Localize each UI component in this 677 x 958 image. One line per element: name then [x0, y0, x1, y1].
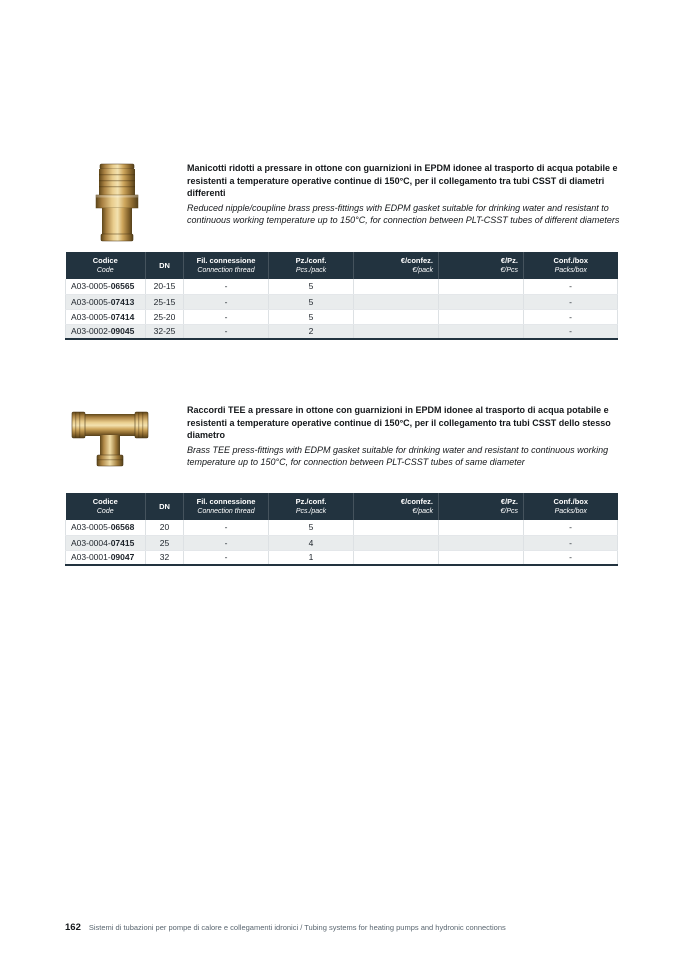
- cell-eur-pcs: [439, 279, 524, 294]
- col-header-thread: Fil. connessione Connection thread: [184, 252, 269, 279]
- cell-dn: 25: [146, 535, 184, 550]
- product-section-reduced-nipple: [0, 162, 677, 342]
- brass-reduced-nipple-icon: [94, 163, 140, 243]
- table-row: [66, 294, 618, 309]
- product-section-tee: [0, 404, 677, 569]
- page-number: 162: [65, 922, 81, 933]
- cell-pcs: 5: [269, 279, 354, 294]
- cell-code: A03-0002-09045: [66, 324, 146, 339]
- cell-eur-pcs: [439, 535, 524, 550]
- product-description-2: [187, 404, 624, 469]
- cell-thread: -: [184, 324, 269, 339]
- table-header-row: [66, 252, 618, 279]
- cell-eur-pack: [354, 535, 439, 550]
- cell-eur-pack: [354, 550, 439, 565]
- col-header-eur-pack: €/confez. €/pack: [354, 252, 439, 279]
- description-english: Reduced nipple/coupline brass press-fittings with EDPM gasket suitable for drinking water and resistant to continuous working temperature up to 150°C, for connection between PLT-CSST tubes of different diameters: [187, 202, 620, 225]
- cell-pcs: 2: [269, 324, 354, 339]
- cell-eur-pcs: [439, 550, 524, 565]
- cell-dn: 32: [146, 550, 184, 565]
- product-table-tee: [65, 493, 618, 566]
- cell-eur-pack: [354, 294, 439, 309]
- col-header-eur-pcs: €/Pz. €/Pcs: [439, 493, 524, 520]
- col-header-packs-box: Conf./box Packs/box: [524, 252, 618, 279]
- cell-pcs: 4: [269, 535, 354, 550]
- col-header-thread: Fil. connessione Connection thread: [184, 493, 269, 520]
- cell-thread: -: [184, 550, 269, 565]
- cell-code: A03-0005-06565: [66, 279, 146, 294]
- description-italian: Manicotti ridotti a pressare in ottone con guarnizioni in EPDM idonee al trasporto di acqua potabile e resistenti a temperature operative continue di 150°C, per il collegamento tra tubi CSST di diametri differenti: [187, 163, 618, 198]
- cell-thread: -: [184, 279, 269, 294]
- table-row: [66, 550, 618, 565]
- table-header-row: [66, 493, 618, 520]
- cell-thread: -: [184, 520, 269, 535]
- cell-code: A03-0004-07415: [66, 535, 146, 550]
- cell-eur-pack: [354, 279, 439, 294]
- cell-code: A03-0005-07414: [66, 309, 146, 324]
- table-row: [66, 520, 618, 535]
- cell-eur-pcs: [439, 309, 524, 324]
- cell-eur-pack: [354, 324, 439, 339]
- cell-box: -: [524, 520, 618, 535]
- table-row: [66, 309, 618, 324]
- col-header-pcs-pack: Pz./conf. Pcs./pack: [269, 252, 354, 279]
- footer-text: Sistemi di tubazioni per pompe di calore e collegamenti idronici / Tubing systems for heating pumps and hydronic connections: [88, 923, 506, 932]
- table-row: [66, 279, 618, 294]
- cell-eur-pack: [354, 520, 439, 535]
- col-header-codice: Codice Code: [66, 493, 146, 520]
- col-header-dn: DN: [146, 252, 184, 279]
- cell-dn: 32-25: [146, 324, 184, 339]
- col-header-dn: DN: [146, 493, 184, 520]
- col-header-packs-box: Conf./box Packs/box: [524, 493, 618, 520]
- cell-box: -: [524, 550, 618, 565]
- cell-dn: 25-15: [146, 294, 184, 309]
- cell-thread: -: [184, 294, 269, 309]
- cell-box: -: [524, 279, 618, 294]
- cell-eur-pack: [354, 309, 439, 324]
- col-header-pcs-pack: Pz./conf. Pcs./pack: [269, 493, 354, 520]
- cell-pcs: 5: [269, 520, 354, 535]
- description-english: Brass TEE press-fittings with EDPM gasket suitable for drinking water and resistant to continuous working temperature up to 150°C, for connection between PLT-CSST tubes of same diameter: [187, 444, 609, 467]
- description-italian: Raccordi TEE a pressare in ottone con guarnizioni in EPDM idonee al trasporto di acqua potabile e resistenti a temperature operative continue di 150°C, per il collegamento tra tubi CSST dello stesso diametro: [187, 405, 611, 440]
- cell-pcs: 1: [269, 550, 354, 565]
- cell-eur-pcs: [439, 294, 524, 309]
- cell-thread: -: [184, 535, 269, 550]
- cell-code: A03-0005-07413: [66, 294, 146, 309]
- cell-code: A03-0005-06568: [66, 520, 146, 535]
- table-row: [66, 535, 618, 550]
- reduced-nipple-photo: [94, 163, 140, 243]
- col-header-codice: Codice Code: [66, 252, 146, 279]
- cell-box: -: [524, 294, 618, 309]
- cell-dn: 25-20: [146, 309, 184, 324]
- cell-thread: -: [184, 309, 269, 324]
- col-header-eur-pack: €/confez. €/pack: [354, 493, 439, 520]
- cell-dn: 20: [146, 520, 184, 535]
- cell-box: -: [524, 535, 618, 550]
- page-footer: [65, 922, 625, 933]
- product-description-1: [187, 162, 624, 227]
- cell-pcs: 5: [269, 309, 354, 324]
- table-row: [66, 324, 618, 339]
- cell-pcs: 5: [269, 294, 354, 309]
- brass-tee-fitting-icon: [71, 405, 149, 467]
- cell-box: -: [524, 324, 618, 339]
- cell-eur-pcs: [439, 520, 524, 535]
- cell-eur-pcs: [439, 324, 524, 339]
- cell-dn: 20-15: [146, 279, 184, 294]
- col-header-eur-pcs: €/Pz. €/Pcs: [439, 252, 524, 279]
- cell-box: -: [524, 309, 618, 324]
- cell-code: A03-0001-09047: [66, 550, 146, 565]
- tee-fitting-photo: [71, 405, 149, 467]
- product-table-reduced-nipple: [65, 252, 618, 340]
